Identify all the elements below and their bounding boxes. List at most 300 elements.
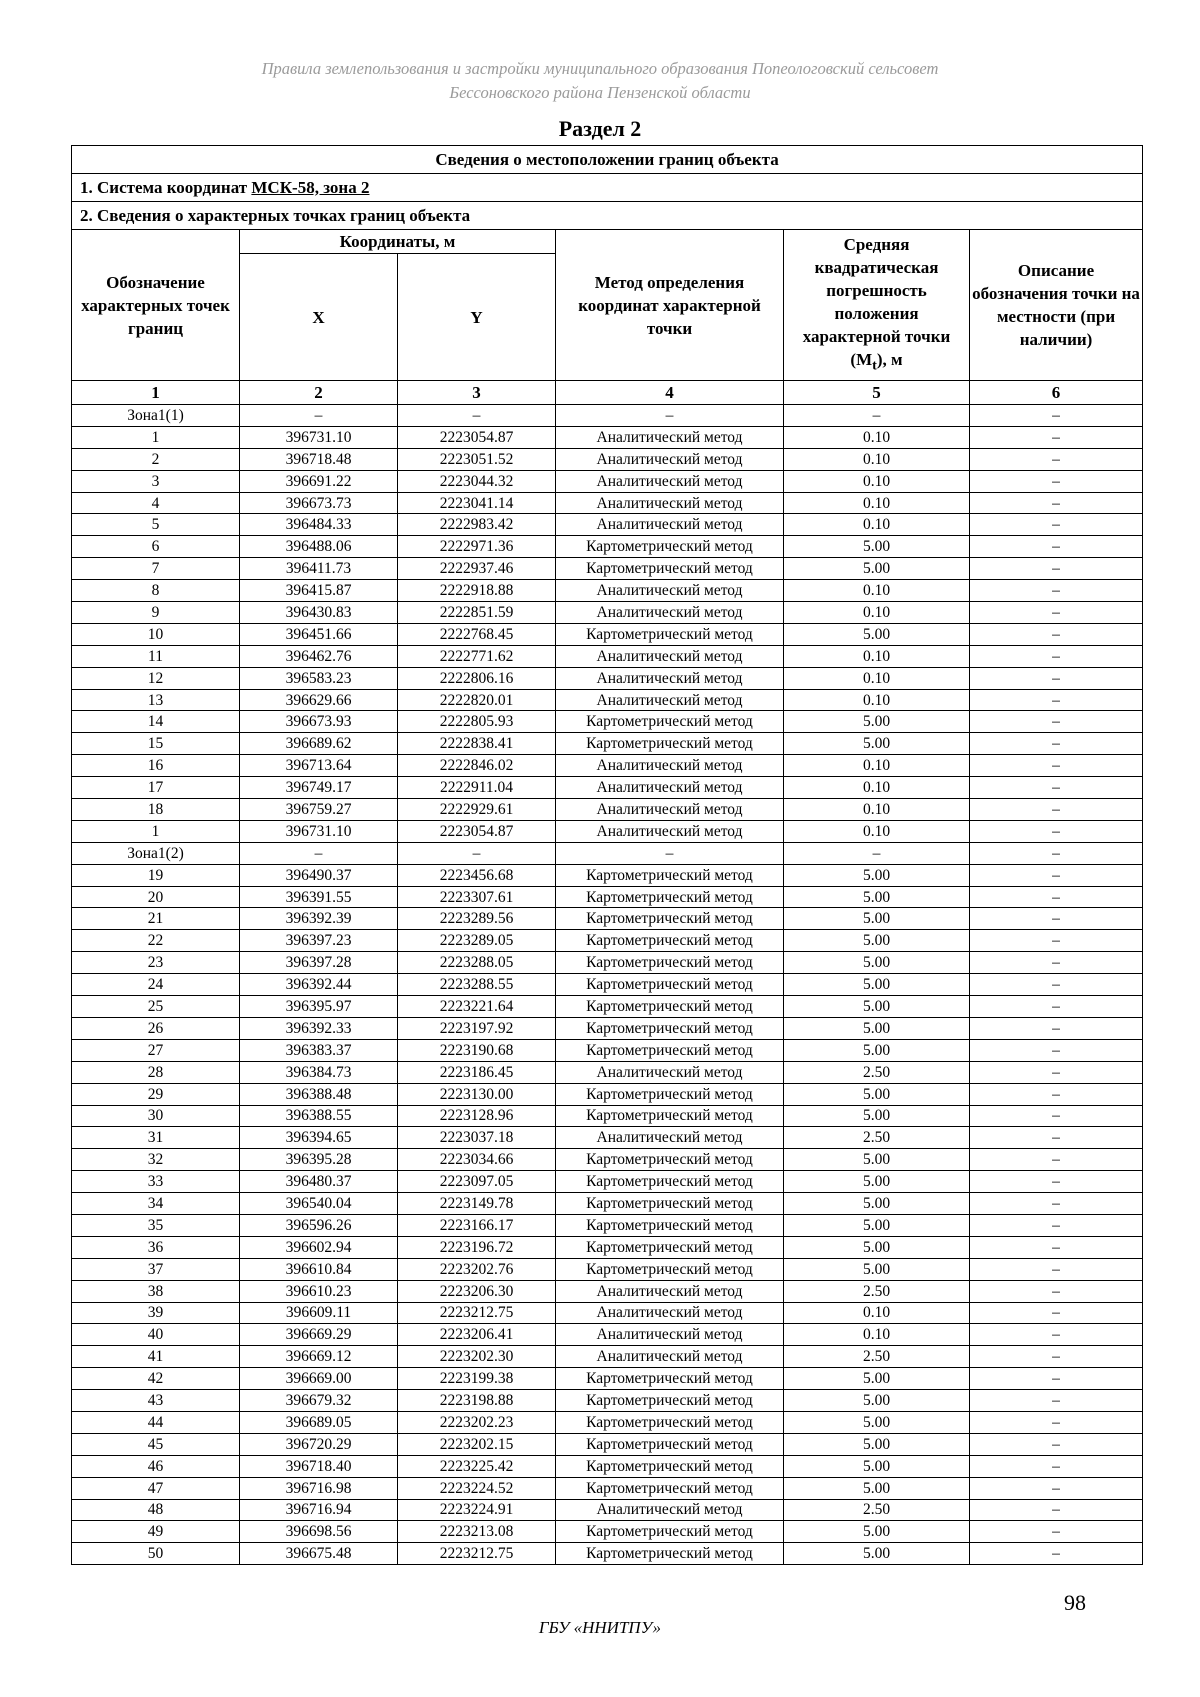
table-row <box>72 1390 1143 1412</box>
description-cell: – <box>970 820 1143 842</box>
description-cell: – <box>970 492 1143 514</box>
error-cell: 5.00 <box>784 1017 970 1039</box>
y-cell: 2223190.68 <box>398 1039 556 1061</box>
x-cell: 396411.73 <box>240 558 398 580</box>
table-row <box>72 1280 1143 1302</box>
boundary-points-table <box>71 145 1143 1565</box>
col-header-error <box>784 230 970 381</box>
error-cell: 5.00 <box>784 1105 970 1127</box>
description-cell: – <box>970 1477 1143 1499</box>
x-cell: 396602.94 <box>240 1236 398 1258</box>
description-cell: – <box>970 1324 1143 1346</box>
x-cell: 396731.10 <box>240 426 398 448</box>
x-cell: 396718.48 <box>240 448 398 470</box>
x-cell: 396679.32 <box>240 1390 398 1412</box>
method-cell: Аналитический метод <box>556 470 784 492</box>
section-title: Раздел 2 <box>558 116 642 141</box>
point-id-cell: 35 <box>72 1214 240 1236</box>
method-cell: Аналитический метод <box>556 799 784 821</box>
table-row <box>72 580 1143 602</box>
description-cell: – <box>970 1149 1143 1171</box>
table-row <box>72 1105 1143 1127</box>
description-cell: – <box>970 996 1143 1018</box>
coord-system-cell <box>72 174 1143 202</box>
method-cell: Картометрический метод <box>556 558 784 580</box>
description-cell: – <box>970 667 1143 689</box>
description-cell: – <box>970 755 1143 777</box>
x-cell: 396430.83 <box>240 602 398 624</box>
table-row <box>72 755 1143 777</box>
col-number: 2 <box>240 381 398 405</box>
x-cell: 396484.33 <box>240 514 398 536</box>
description-cell: – <box>970 1368 1143 1390</box>
error-cell: 0.10 <box>784 799 970 821</box>
description-cell: – <box>970 1302 1143 1324</box>
method-cell: Картометрический метод <box>556 536 784 558</box>
point-id-cell: 50 <box>72 1543 240 1565</box>
error-cell: 5.00 <box>784 886 970 908</box>
error-cell: 5.00 <box>784 1411 970 1433</box>
point-id-cell: 13 <box>72 689 240 711</box>
y-cell: 2223051.52 <box>398 448 556 470</box>
col-header-error-unit: ), м <box>876 349 903 369</box>
point-id-cell: 26 <box>72 1017 240 1039</box>
y-cell: 2223289.56 <box>398 908 556 930</box>
point-id-cell: 8 <box>72 580 240 602</box>
table-row <box>72 799 1143 821</box>
table-row <box>72 667 1143 689</box>
y-cell: 2222820.01 <box>398 689 556 711</box>
error-cell: 2.50 <box>784 1499 970 1521</box>
running-header <box>0 57 1200 105</box>
point-id-cell: 47 <box>72 1477 240 1499</box>
description-cell: – <box>970 1543 1143 1565</box>
method-cell: Картометрический метод <box>556 1171 784 1193</box>
x-cell: 396609.11 <box>240 1302 398 1324</box>
description-cell: – <box>970 1433 1143 1455</box>
x-cell: 396691.22 <box>240 470 398 492</box>
method-cell: Картометрический метод <box>556 1543 784 1565</box>
table-row <box>72 820 1143 842</box>
table-row <box>72 405 1143 427</box>
description-cell: – <box>970 711 1143 733</box>
col-number: 6 <box>970 381 1143 405</box>
error-cell: 0.10 <box>784 1324 970 1346</box>
col-header-x: X <box>240 254 398 381</box>
x-cell: 396713.64 <box>240 755 398 777</box>
description-cell: – <box>970 1411 1143 1433</box>
point-id-cell: 11 <box>72 645 240 667</box>
description-cell: – <box>970 1105 1143 1127</box>
point-id-cell: 42 <box>72 1368 240 1390</box>
y-cell: 2223224.91 <box>398 1499 556 1521</box>
table-row <box>72 864 1143 886</box>
y-cell: 2222918.88 <box>398 580 556 602</box>
description-cell: – <box>970 1258 1143 1280</box>
method-cell: Аналитический метод <box>556 645 784 667</box>
page-number: 98 <box>1064 1590 1086 1615</box>
table-row <box>72 426 1143 448</box>
point-id-cell: 14 <box>72 711 240 733</box>
x-cell: 396759.27 <box>240 799 398 821</box>
x-cell: 396596.26 <box>240 1214 398 1236</box>
method-cell: Картометрический метод <box>556 1433 784 1455</box>
description-cell: – <box>970 908 1143 930</box>
method-cell: Картометрический метод <box>556 1390 784 1412</box>
x-cell: 396610.23 <box>240 1280 398 1302</box>
point-id-cell: 4 <box>72 492 240 514</box>
x-cell: 396388.48 <box>240 1083 398 1105</box>
method-cell: Картометрический метод <box>556 886 784 908</box>
y-cell: 2222929.61 <box>398 799 556 821</box>
x-cell: 396689.05 <box>240 1411 398 1433</box>
error-cell: 0.10 <box>784 448 970 470</box>
error-cell: 5.00 <box>784 623 970 645</box>
point-id-cell: 34 <box>72 1193 240 1215</box>
method-cell: Аналитический метод <box>556 1127 784 1149</box>
method-cell: Аналитический метод <box>556 448 784 470</box>
error-cell: 5.00 <box>784 1171 970 1193</box>
description-cell: – <box>970 1214 1143 1236</box>
method-cell: Картометрический метод <box>556 1521 784 1543</box>
description-cell: – <box>970 1390 1143 1412</box>
description-cell: – <box>970 1280 1143 1302</box>
method-cell: Картометрический метод <box>556 1411 784 1433</box>
description-cell: – <box>970 536 1143 558</box>
y-cell: 2223199.38 <box>398 1368 556 1390</box>
point-id-cell: 3 <box>72 470 240 492</box>
point-id-cell: 36 <box>72 1236 240 1258</box>
y-cell: 2222838.41 <box>398 733 556 755</box>
x-cell: 396415.87 <box>240 580 398 602</box>
description-cell: – <box>970 1236 1143 1258</box>
table-row <box>72 711 1143 733</box>
table-row <box>72 733 1143 755</box>
x-cell: 396698.56 <box>240 1521 398 1543</box>
point-id-cell: 6 <box>72 536 240 558</box>
x-cell: 396716.98 <box>240 1477 398 1499</box>
y-cell: 2223128.96 <box>398 1105 556 1127</box>
error-cell: 5.00 <box>784 1149 970 1171</box>
description-cell: – <box>970 930 1143 952</box>
y-cell: – <box>398 842 556 864</box>
table-row <box>72 1368 1143 1390</box>
y-cell: 2223097.05 <box>398 1171 556 1193</box>
description-cell: – <box>970 1455 1143 1477</box>
method-cell: Картометрический метод <box>556 1149 784 1171</box>
col-header-coords: Координаты, м <box>240 230 556 254</box>
description-cell: – <box>970 952 1143 974</box>
y-cell: 2223206.30 <box>398 1280 556 1302</box>
col-number: 3 <box>398 381 556 405</box>
x-cell: 396669.29 <box>240 1324 398 1346</box>
point-id-cell: 40 <box>72 1324 240 1346</box>
table-row <box>72 623 1143 645</box>
point-id-cell: 1 <box>72 426 240 448</box>
x-cell: 396540.04 <box>240 1193 398 1215</box>
error-cell: 5.00 <box>784 1214 970 1236</box>
x-cell: 396480.37 <box>240 1171 398 1193</box>
error-cell: 5.00 <box>784 733 970 755</box>
table-row <box>72 1543 1143 1565</box>
description-cell: – <box>970 733 1143 755</box>
error-cell: 5.00 <box>784 1083 970 1105</box>
error-cell: 0.10 <box>784 755 970 777</box>
description-cell: – <box>970 864 1143 886</box>
table-row <box>72 1083 1143 1105</box>
point-id-cell: 24 <box>72 974 240 996</box>
method-cell: Аналитический метод <box>556 777 784 799</box>
description-cell: – <box>970 558 1143 580</box>
table-row <box>72 1455 1143 1477</box>
x-cell: 396610.84 <box>240 1258 398 1280</box>
table-row <box>72 1346 1143 1368</box>
table-row <box>72 1258 1143 1280</box>
y-cell: – <box>398 405 556 427</box>
table-title: Сведения о местоположении границ объекта <box>72 146 1143 174</box>
error-cell: 2.50 <box>784 1280 970 1302</box>
point-id-cell: 41 <box>72 1346 240 1368</box>
y-cell: 2222911.04 <box>398 777 556 799</box>
point-id-cell: 16 <box>72 755 240 777</box>
point-id-cell: 18 <box>72 799 240 821</box>
x-cell: 396383.37 <box>240 1039 398 1061</box>
x-cell: 396395.97 <box>240 996 398 1018</box>
y-cell: 2223198.88 <box>398 1390 556 1412</box>
x-cell: 396392.44 <box>240 974 398 996</box>
error-cell: 5.00 <box>784 1455 970 1477</box>
column-number-row <box>72 381 1143 405</box>
description-cell: – <box>970 1346 1143 1368</box>
description-cell: – <box>970 1193 1143 1215</box>
table-row <box>72 448 1143 470</box>
table-row <box>72 1236 1143 1258</box>
point-id-cell: 12 <box>72 667 240 689</box>
method-cell: Аналитический метод <box>556 1280 784 1302</box>
y-cell: 2222846.02 <box>398 755 556 777</box>
col-header-point: Обозначение характерных точек границ <box>72 230 240 381</box>
y-cell: 2222937.46 <box>398 558 556 580</box>
y-cell: 2223044.32 <box>398 470 556 492</box>
error-cell: 5.00 <box>784 952 970 974</box>
method-cell: Аналитический метод <box>556 689 784 711</box>
table-title-row <box>72 146 1143 174</box>
point-id-cell: 23 <box>72 952 240 974</box>
y-cell: 2223196.72 <box>398 1236 556 1258</box>
table-row <box>72 886 1143 908</box>
description-cell: – <box>970 1499 1143 1521</box>
error-cell: – <box>784 405 970 427</box>
method-cell: Картометрический метод <box>556 1258 784 1280</box>
error-cell: 0.10 <box>784 777 970 799</box>
error-cell: 0.10 <box>784 645 970 667</box>
error-cell: 5.00 <box>784 1543 970 1565</box>
y-cell: 2222851.59 <box>398 602 556 624</box>
method-cell: Картометрический метод <box>556 1236 784 1258</box>
point-id-cell: 15 <box>72 733 240 755</box>
point-id-cell: 30 <box>72 1105 240 1127</box>
error-cell: 5.00 <box>784 1236 970 1258</box>
x-cell: 396462.76 <box>240 645 398 667</box>
table-row <box>72 1477 1143 1499</box>
y-cell: 2223197.92 <box>398 1017 556 1039</box>
description-cell: – <box>970 1521 1143 1543</box>
method-cell: Картометрический метод <box>556 1214 784 1236</box>
y-cell: 2223202.23 <box>398 1411 556 1433</box>
table-row <box>72 1127 1143 1149</box>
y-cell: 2223202.30 <box>398 1346 556 1368</box>
x-cell: 396673.93 <box>240 711 398 733</box>
table-row <box>72 1433 1143 1455</box>
point-id-cell: 25 <box>72 996 240 1018</box>
x-cell: 396716.94 <box>240 1499 398 1521</box>
method-cell: Аналитический метод <box>556 1499 784 1521</box>
error-cell: 5.00 <box>784 1433 970 1455</box>
error-cell: 5.00 <box>784 1193 970 1215</box>
y-cell: 2223206.41 <box>398 1324 556 1346</box>
y-cell: 2223054.87 <box>398 426 556 448</box>
method-cell: Картометрический метод <box>556 996 784 1018</box>
method-cell: Картометрический метод <box>556 1083 784 1105</box>
x-cell: 396397.28 <box>240 952 398 974</box>
point-id-cell: Зона1(1) <box>72 405 240 427</box>
table-row <box>72 645 1143 667</box>
method-cell: Аналитический метод <box>556 514 784 536</box>
point-id-cell: 45 <box>72 1433 240 1455</box>
error-cell: 2.50 <box>784 1061 970 1083</box>
point-id-cell: 22 <box>72 930 240 952</box>
method-cell: Картометрический метод <box>556 623 784 645</box>
y-cell: 2222806.16 <box>398 667 556 689</box>
col-header-desc: Описание обозначения точки на местности (при наличии) <box>970 230 1143 381</box>
point-id-cell: 5 <box>72 514 240 536</box>
x-cell: 396669.00 <box>240 1368 398 1390</box>
error-cell: 0.10 <box>784 667 970 689</box>
running-header-line-1: Правила землепользования и застройки муниципального образования Попеологовский сельсовет <box>261 59 939 78</box>
table-row <box>72 1411 1143 1433</box>
coord-system-value: МСК-58, зона 2 <box>251 177 370 197</box>
table-row <box>72 1061 1143 1083</box>
error-cell: 5.00 <box>784 908 970 930</box>
x-cell: 396384.73 <box>240 1061 398 1083</box>
table-row <box>72 1521 1143 1543</box>
y-cell: 2223202.15 <box>398 1433 556 1455</box>
points-title-row <box>72 202 1143 230</box>
y-cell: 2223289.05 <box>398 930 556 952</box>
table-row <box>72 952 1143 974</box>
table-row <box>72 842 1143 864</box>
table-row <box>72 1324 1143 1346</box>
point-id-cell: 29 <box>72 1083 240 1105</box>
method-cell: Картометрический метод <box>556 952 784 974</box>
description-cell: – <box>970 580 1143 602</box>
x-cell: 396629.66 <box>240 689 398 711</box>
table-row <box>72 558 1143 580</box>
description-cell: – <box>970 645 1143 667</box>
col-number: 5 <box>784 381 970 405</box>
point-id-cell: 28 <box>72 1061 240 1083</box>
y-cell: 2223041.14 <box>398 492 556 514</box>
x-cell: 396392.39 <box>240 908 398 930</box>
error-cell: 5.00 <box>784 558 970 580</box>
y-cell: 2222768.45 <box>398 623 556 645</box>
error-cell: 2.50 <box>784 1127 970 1149</box>
x-cell: 396395.28 <box>240 1149 398 1171</box>
y-cell: 2223213.08 <box>398 1521 556 1543</box>
y-cell: 2223307.61 <box>398 886 556 908</box>
footer: ГБУ «ННИТПУ» <box>538 1618 662 1637</box>
description-cell: – <box>970 1039 1143 1061</box>
y-cell: 2223288.55 <box>398 974 556 996</box>
method-cell: Аналитический метод <box>556 1302 784 1324</box>
method-cell: Картометрический метод <box>556 1368 784 1390</box>
method-cell: Аналитический метод <box>556 667 784 689</box>
method-cell: Аналитический метод <box>556 426 784 448</box>
error-cell: 5.00 <box>784 536 970 558</box>
description-cell: – <box>970 470 1143 492</box>
method-cell: Картометрический метод <box>556 1193 784 1215</box>
description-cell: – <box>970 799 1143 821</box>
x-cell: – <box>240 842 398 864</box>
method-cell: Картометрический метод <box>556 1039 784 1061</box>
x-cell: 396669.12 <box>240 1346 398 1368</box>
method-cell: Картометрический метод <box>556 1477 784 1499</box>
error-cell: 5.00 <box>784 996 970 1018</box>
description-cell: – <box>970 689 1143 711</box>
table-row <box>72 470 1143 492</box>
table-row <box>72 1017 1143 1039</box>
table-row <box>72 1149 1143 1171</box>
y-cell: 2223224.52 <box>398 1477 556 1499</box>
point-id-cell: 10 <box>72 623 240 645</box>
method-cell: Картометрический метод <box>556 974 784 996</box>
y-cell: 2223166.17 <box>398 1214 556 1236</box>
y-cell: 2223130.00 <box>398 1083 556 1105</box>
x-cell: 396675.48 <box>240 1543 398 1565</box>
table-row <box>72 514 1143 536</box>
method-cell: Картометрический метод <box>556 930 784 952</box>
y-cell: 2223202.76 <box>398 1258 556 1280</box>
point-id-cell: 17 <box>72 777 240 799</box>
method-cell: – <box>556 405 784 427</box>
point-id-cell: 2 <box>72 448 240 470</box>
point-id-cell: 20 <box>72 886 240 908</box>
description-cell: – <box>970 886 1143 908</box>
description-cell: – <box>970 1017 1143 1039</box>
table-row <box>72 1302 1143 1324</box>
point-id-cell: 39 <box>72 1302 240 1324</box>
error-cell: 0.10 <box>784 1302 970 1324</box>
point-id-cell: Зона1(2) <box>72 842 240 864</box>
method-cell: Картометрический метод <box>556 733 784 755</box>
error-cell: 0.10 <box>784 426 970 448</box>
error-cell: 0.10 <box>784 514 970 536</box>
point-id-cell: 27 <box>72 1039 240 1061</box>
x-cell: – <box>240 405 398 427</box>
point-id-cell: 9 <box>72 602 240 624</box>
description-cell: – <box>970 448 1143 470</box>
method-cell: Картометрический метод <box>556 711 784 733</box>
method-cell: Аналитический метод <box>556 1061 784 1083</box>
point-id-cell: 7 <box>72 558 240 580</box>
method-cell: Картометрический метод <box>556 908 784 930</box>
method-cell: Аналитический метод <box>556 1346 784 1368</box>
method-cell: Аналитический метод <box>556 820 784 842</box>
table-row <box>72 689 1143 711</box>
x-cell: 396392.33 <box>240 1017 398 1039</box>
y-cell: 2223288.05 <box>398 952 556 974</box>
error-cell: 0.10 <box>784 492 970 514</box>
